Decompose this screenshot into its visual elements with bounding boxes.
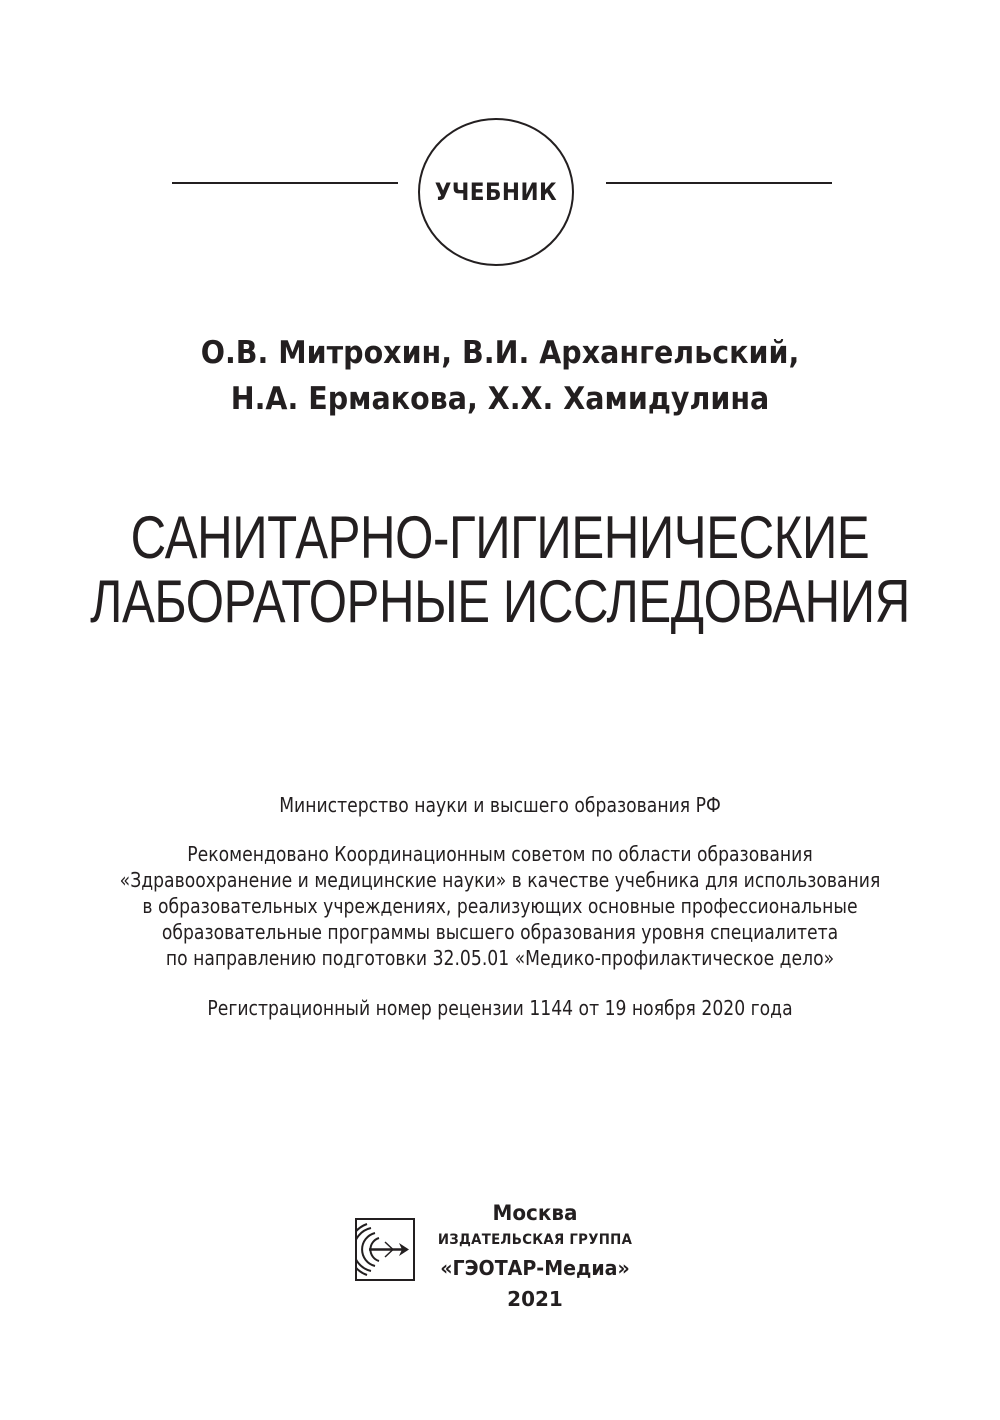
recommendation-block — [0, 841, 1000, 971]
badge-label: УЧЕБНИК — [434, 178, 558, 206]
header-rule-right — [606, 182, 832, 184]
publisher-city: Москва — [492, 1201, 578, 1225]
recommendation-line: образовательные программы высшего образования уровня специалитета — [161, 920, 839, 944]
publication-year: 2021 — [507, 1287, 563, 1311]
recommendation-line: в образовательных учреждениях, реализующих основные профессиональные — [142, 894, 858, 918]
ministry-line — [0, 792, 1000, 818]
authors — [0, 330, 1000, 422]
header-rule-left — [172, 182, 398, 184]
recommendation-line: «Здравоохранение и медицинские науки» в качестве учебника для использования — [119, 868, 881, 892]
registration-text: Регистрационный номер рецензии 1144 от 19 ноября 2020 года — [207, 996, 793, 1020]
book-title-line-1: САНИТАРНО-ГИГИЕНИЧЕСКИЕ — [130, 504, 870, 571]
recommendation-line: по направлению подготовки 32.05.01 «Медико-профилактическое дело» — [165, 946, 835, 970]
book-title-line-2: ЛАБОРАТОРНЫЕ ИССЛЕДОВАНИЯ — [90, 568, 910, 635]
geotar-logo-icon — [355, 1218, 415, 1281]
book-title — [0, 506, 1000, 634]
textbook-badge — [418, 118, 574, 266]
publisher-text — [420, 1198, 650, 1314]
registration-line — [0, 995, 1000, 1021]
recommendation-line: Рекомендовано Координационным советом по области образования — [187, 842, 813, 866]
publisher-group: ИЗДАТЕЛЬСКАЯ ГРУППА — [437, 1232, 633, 1248]
authors-line-1: О.В. Митрохин, В.И. Архангельский, — [200, 335, 800, 371]
publisher-name: «ГЭОТАР-Медиа» — [440, 1256, 630, 1280]
ministry-text: Министерство науки и высшего образования РФ — [279, 793, 721, 817]
authors-line-2: Н.А. Ермакова, Х.Х. Хамидулина — [230, 381, 770, 417]
